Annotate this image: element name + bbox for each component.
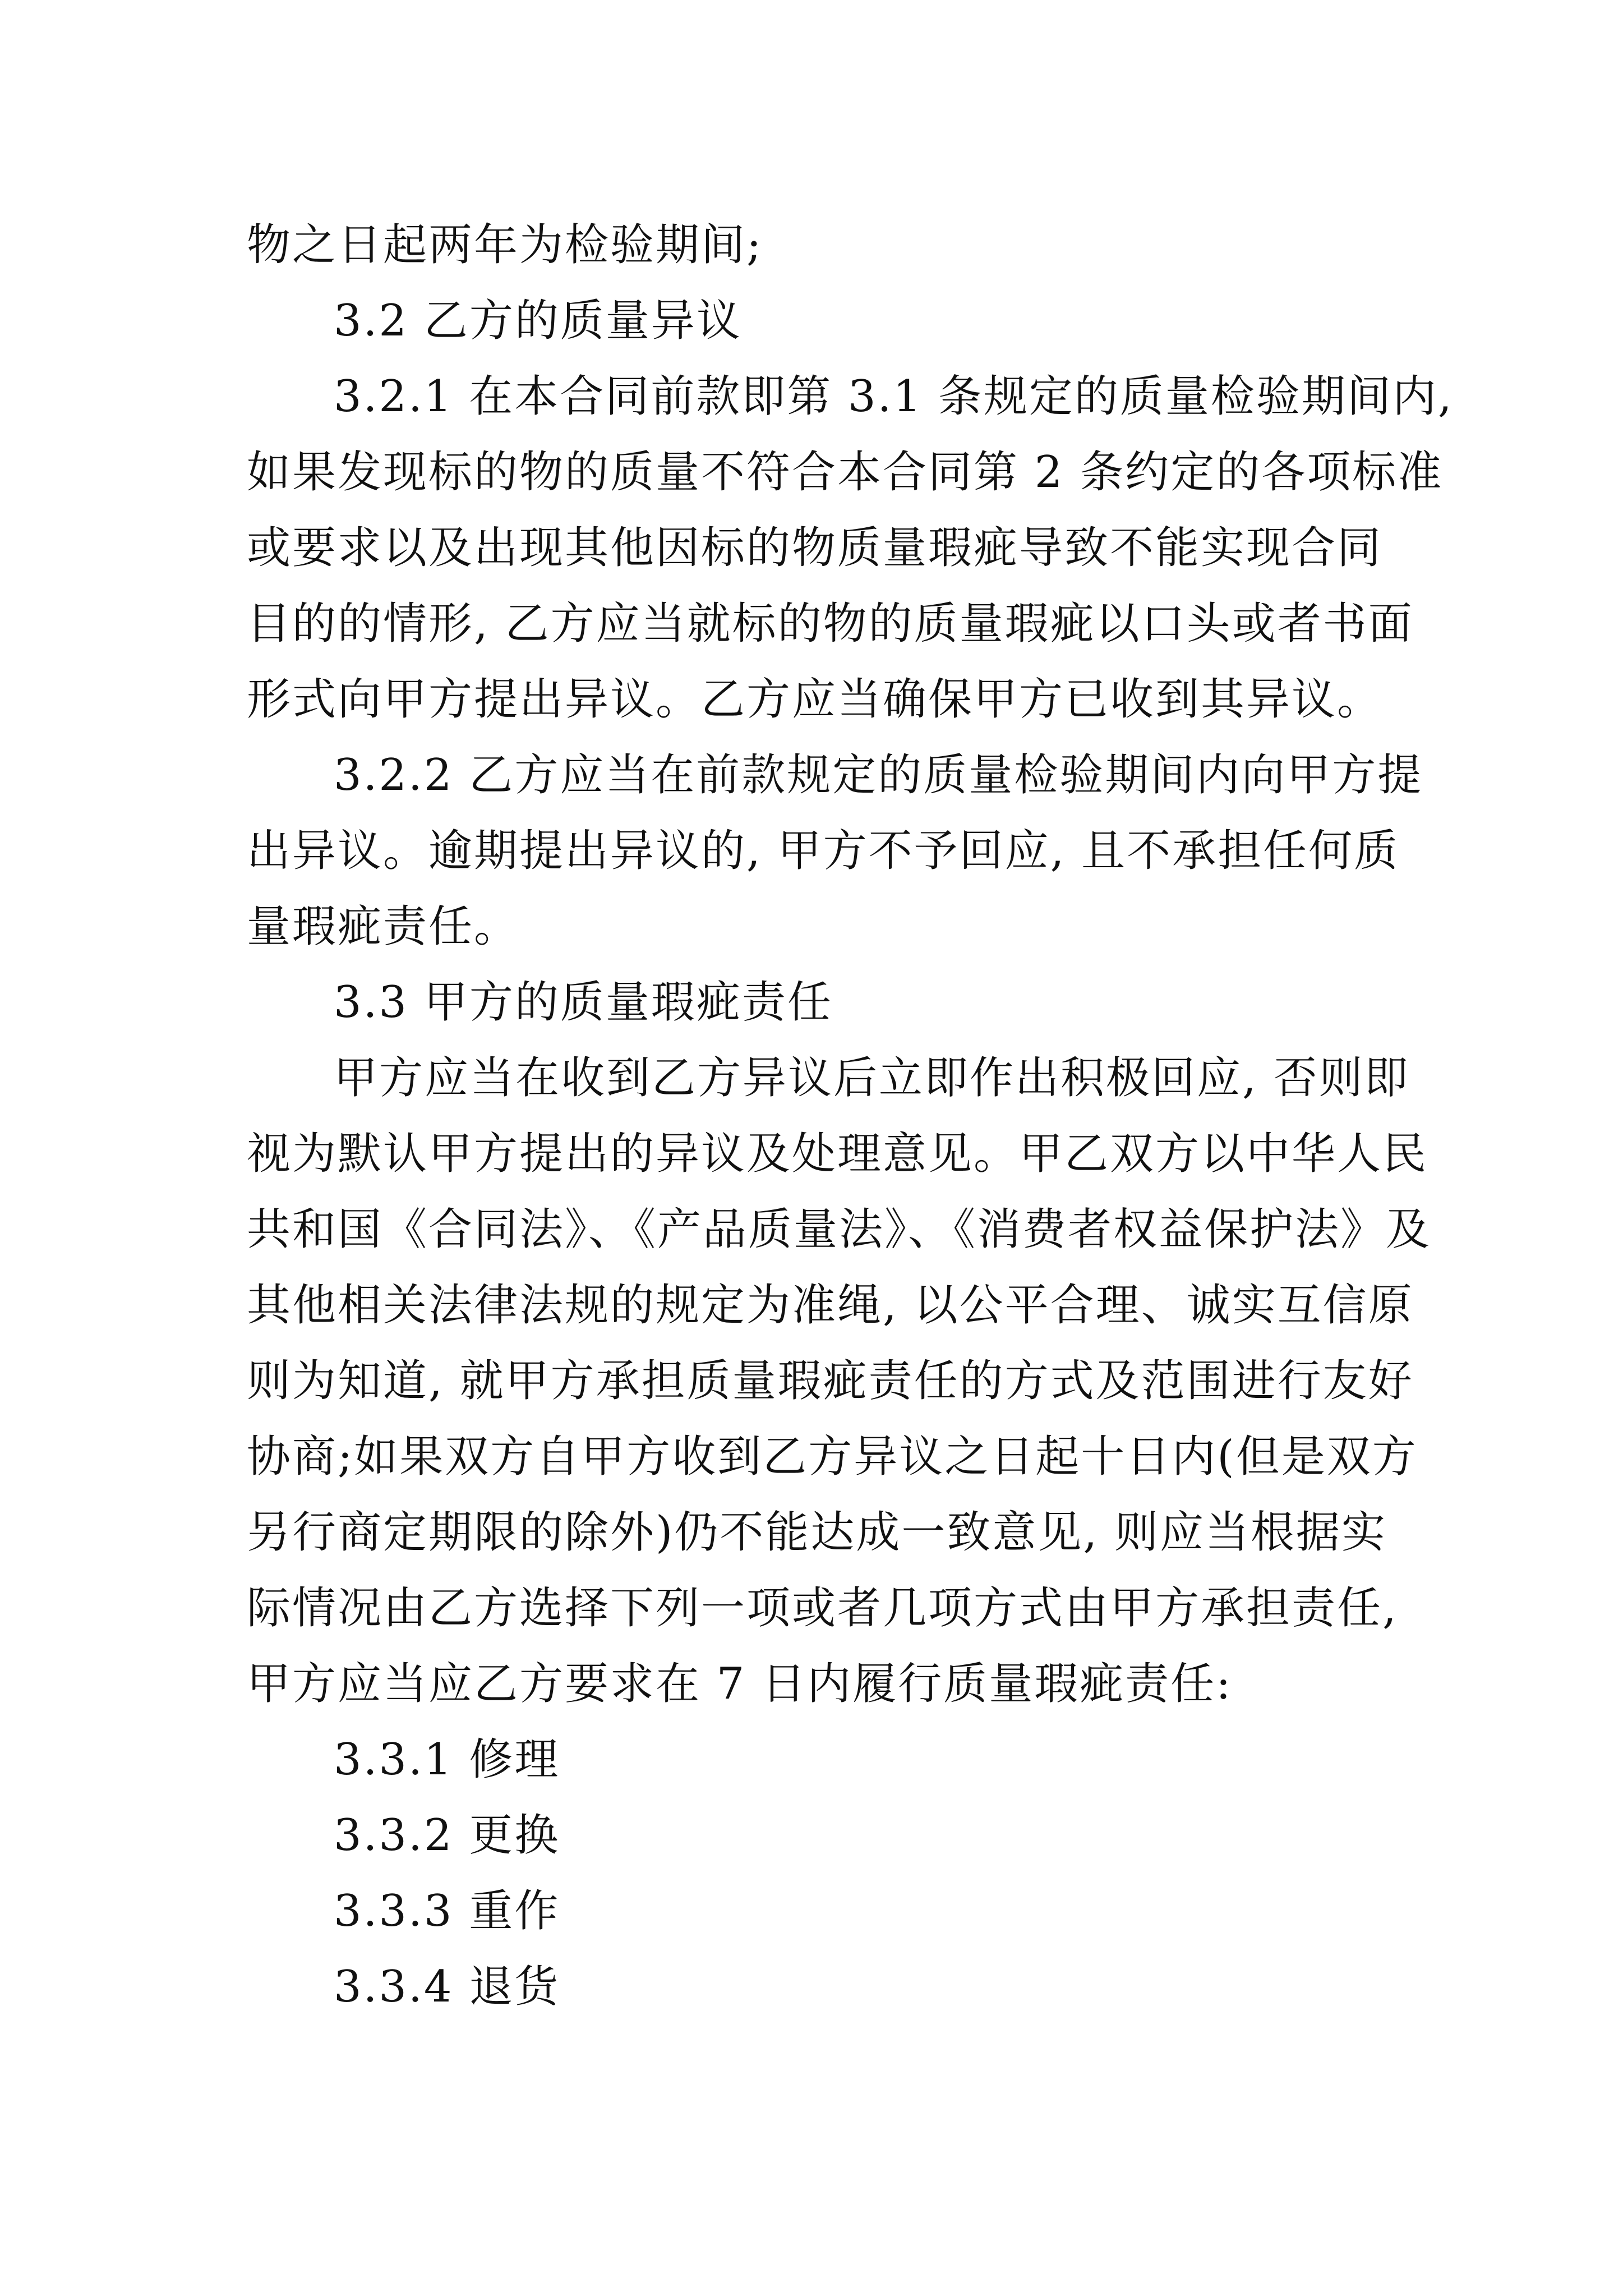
text-line: 共和国《合同法》、《产品质量法》、《消费者权益保护法》及 bbox=[247, 1204, 1432, 1255]
text-line: 量瑕疵责任。 bbox=[247, 901, 520, 952]
text-line: 物之日起两年为检验期间; bbox=[247, 220, 763, 270]
document-body bbox=[247, 208, 1454, 2025]
text-line: 则为知道, 就甲方承担质量瑕疵责任的方式及范围进行友好 bbox=[247, 1356, 1414, 1406]
text-line: 甲方应当应乙方要求在 7 日内履行质量瑕疵责任: bbox=[247, 1659, 1233, 1709]
list-item-3-3-2: 3.3.2 更换 bbox=[334, 1810, 560, 1861]
text-line: 形式向甲方提出异议。乙方应当确保甲方已收到其异议。 bbox=[247, 674, 1383, 725]
list-item-3-3-3: 3.3.3 重作 bbox=[334, 1886, 560, 1936]
text-line: 目的的情形, 乙方应当就标的物的质量瑕疵以口头或者书面 bbox=[247, 599, 1414, 649]
text-line: 视为默认甲方提出的异议及处理意见。甲乙双方以中华人民 bbox=[247, 1129, 1428, 1179]
section-heading-3-2: 3.2 乙方的质量异议 bbox=[334, 296, 742, 346]
text-line: 3.2.1 在本合同前款即第 3.1 条规定的质量检验期间内, bbox=[334, 371, 1454, 422]
text-line: 如果发现标的物的质量不符合本合同第 2 条约定的各项标准 bbox=[247, 447, 1444, 498]
section-heading-3-3: 3.3 甲方的质量瑕疵责任 bbox=[334, 977, 833, 1028]
list-item-3-3-4: 3.3.4 退货 bbox=[334, 1962, 560, 2012]
text-line: 3.2.2 乙方应当在前款规定的质量检验期间内向甲方提 bbox=[334, 750, 1423, 800]
text-line: 另行商定期限的除外)仍不能达成一致意见, 则应当根据实 bbox=[247, 1507, 1387, 1558]
text-line: 协商;如果双方自甲方收到乙方异议之日起十日内(但是双方 bbox=[247, 1432, 1418, 1482]
list-item-3-3-1: 3.3.1 修理 bbox=[334, 1734, 560, 1785]
text-line: 甲方应当在收到乙方异议后立即作出积极回应, 否则即 bbox=[334, 1053, 1410, 1103]
text-line: 其他相关法律法规的规定为准绳, 以公平合理、诚实互信原 bbox=[247, 1280, 1414, 1331]
text-line: 际情况由乙方选择下列一项或者几项方式由甲方承担责任, bbox=[247, 1583, 1398, 1634]
text-line: 或要求以及出现其他因标的物质量瑕疵导致不能实现合同 bbox=[247, 523, 1383, 573]
text-line: 出异议。逾期提出异议的, 甲方不予回应, 且不承担任何质 bbox=[247, 826, 1400, 876]
